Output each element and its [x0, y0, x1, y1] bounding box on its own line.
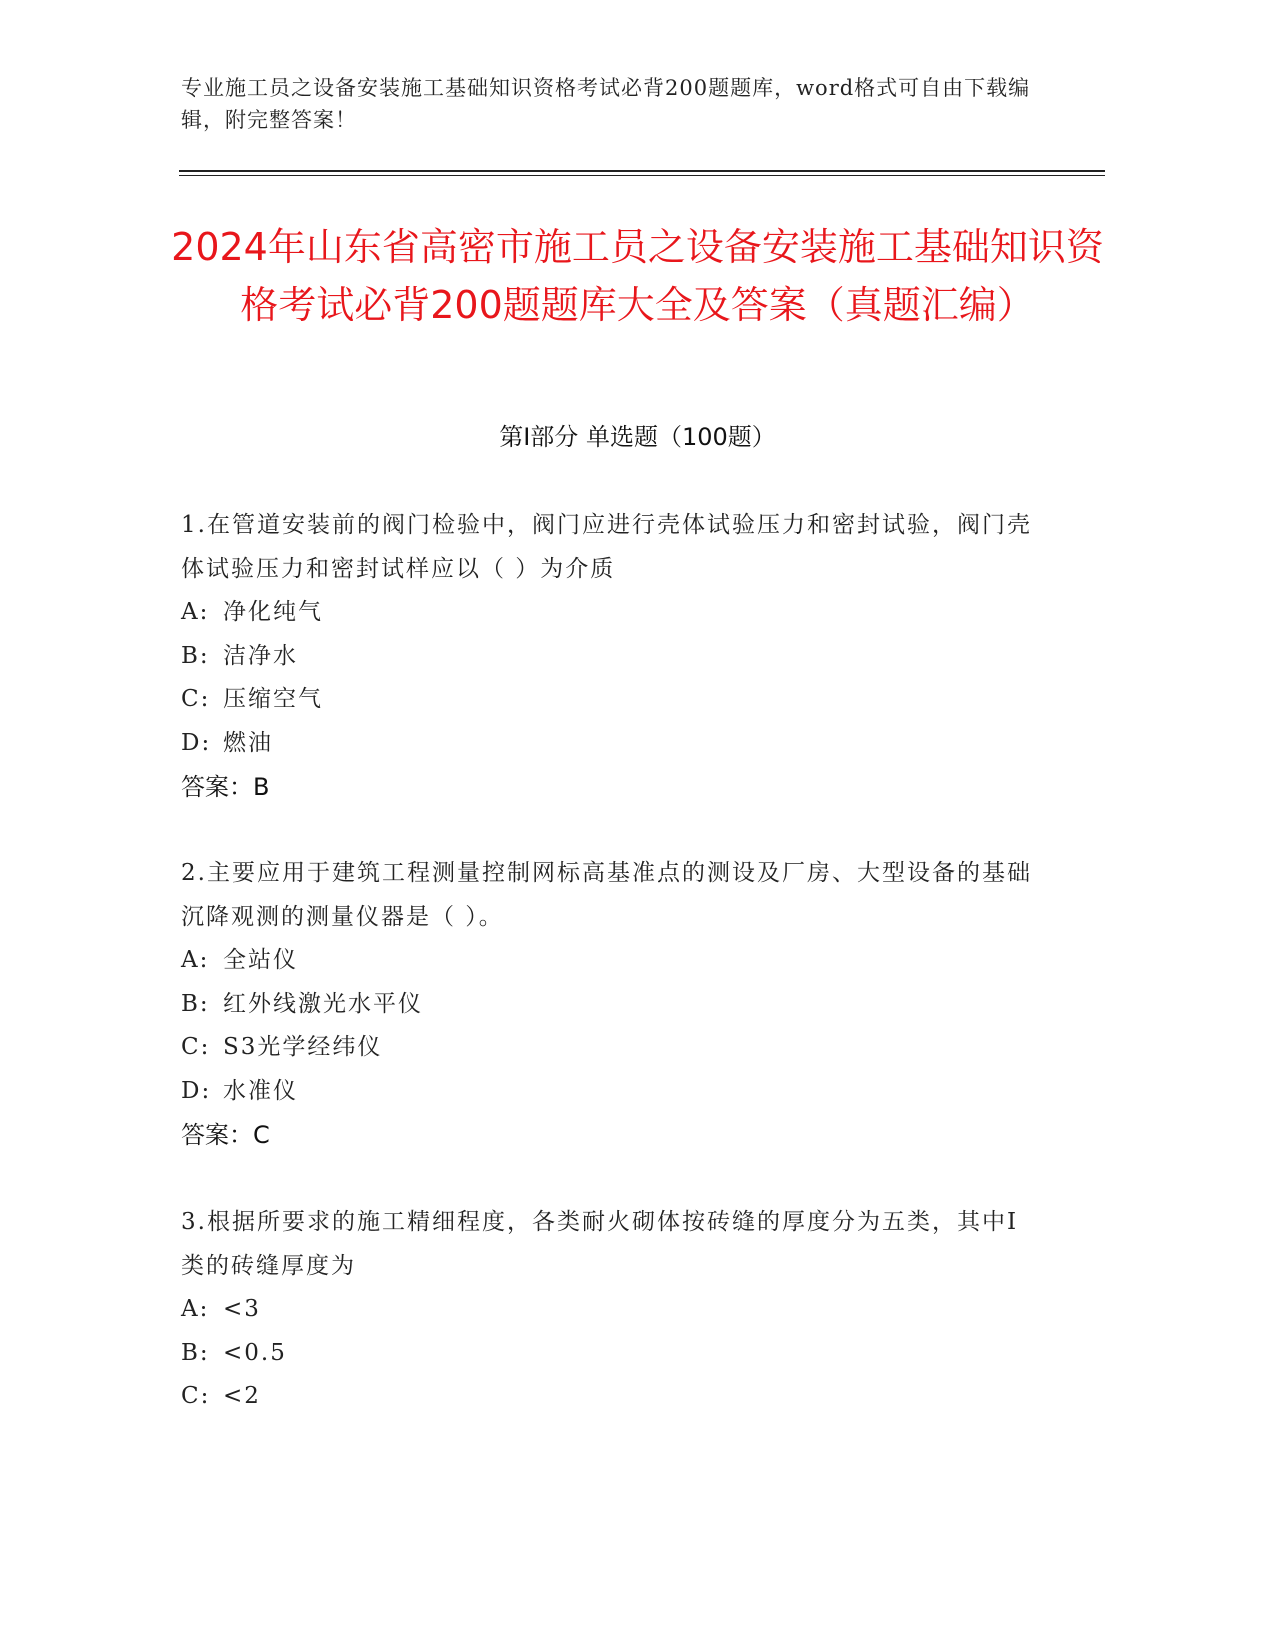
question-stem: 1.在管道安装前的阀门检验中，阀门应进行壳体试验压力和密封试验，阀门壳体试验压力和密封试样应以（ ）为介质 — [181, 512, 1032, 582]
option-key: A: — [181, 947, 210, 973]
option-c — [181, 1375, 1041, 1419]
option-key: A: — [181, 599, 210, 625]
option-text: 净化纯气 — [223, 599, 323, 625]
option-d — [181, 722, 1041, 766]
option-b — [181, 1332, 1041, 1376]
option-text: <0.5 — [223, 1339, 287, 1366]
option-text: 洁净水 — [223, 642, 298, 669]
question-1 — [181, 503, 1041, 809]
option-key: C: — [181, 1034, 211, 1060]
option-key: B: — [181, 1339, 210, 1366]
option-text: 燃油 — [223, 729, 273, 756]
option-key: B: — [181, 642, 210, 669]
header-note: 专业施工员之设备安装施工基础知识资格考试必背200题题库，word格式可自由下载编辑，附完整答案！ — [181, 76, 1031, 132]
option-c — [181, 1026, 1041, 1070]
option-key: A: — [181, 1296, 210, 1322]
header-divider-thick — [179, 170, 1105, 172]
document-title: 2024年山东省高密市施工员之设备安装施工基础知识资格考试必背200题题库大全及答案（真题汇编） — [171, 225, 1104, 327]
question-stem: 2.主要应用于建筑工程测量控制网标高基准点的测设及厂房、大型设备的基础沉降观测的测量仪器是（ ）。 — [181, 860, 1032, 930]
question-3 — [181, 1200, 1041, 1419]
option-key: C: — [181, 1383, 211, 1409]
option-key: D: — [181, 1077, 212, 1104]
option-text: 红外线激光水平仪 — [223, 990, 423, 1017]
option-text: <3 — [223, 1296, 261, 1322]
header-divider-thin — [179, 175, 1105, 176]
option-a — [181, 1288, 1041, 1332]
option-b — [181, 983, 1041, 1027]
option-text: 全站仪 — [223, 947, 298, 973]
option-a — [181, 939, 1041, 983]
option-key: C: — [181, 686, 211, 712]
option-d — [181, 1070, 1041, 1114]
question-2 — [181, 851, 1041, 1157]
answer: 答案：C — [181, 1121, 270, 1149]
option-b — [181, 635, 1041, 679]
option-key: D: — [181, 729, 212, 756]
option-a — [181, 591, 1041, 635]
answer: 答案：B — [181, 773, 270, 801]
option-key: B: — [181, 990, 210, 1017]
option-text: S3光学经纬仪 — [223, 1034, 383, 1060]
option-text: 压缩空气 — [223, 686, 323, 712]
option-text: <2 — [223, 1383, 261, 1409]
option-c — [181, 678, 1041, 722]
section-title: 第Ⅰ部分 单选题（100题） — [499, 423, 776, 451]
option-text: 水准仪 — [223, 1077, 298, 1104]
question-stem: 3.根据所要求的施工精细程度，各类耐火砌体按砖缝的厚度分为五类，其中Ⅰ类的砖缝厚度为 — [181, 1209, 1019, 1279]
